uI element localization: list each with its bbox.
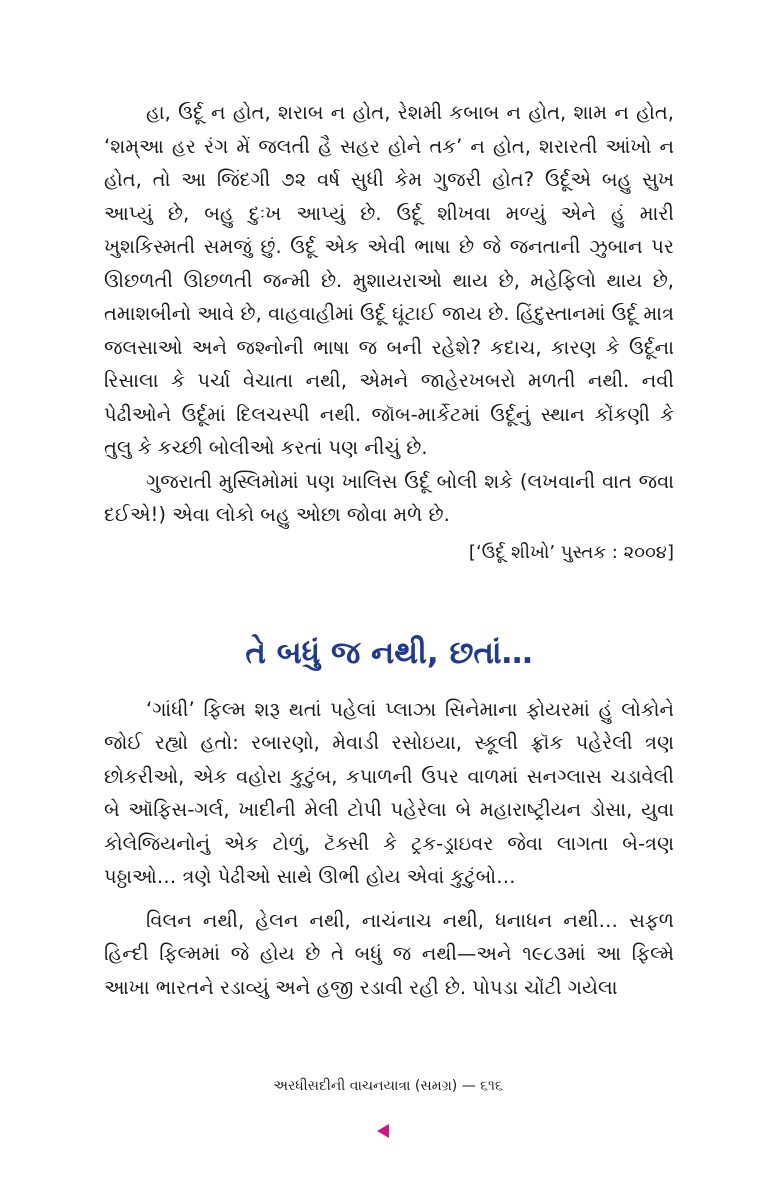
- article1-paragraph-2: ગુજરાતી મુસ્લિમોમાં પણ ખાલિસ ઉર્દૂ બોલી શકે (લખવાની વાત જવા દઈએ!) એવા લોકો બહુ ઓછા જોવા મળે છે.: [104, 469, 674, 526]
- page-footer: અરધીસદીની વાચનયાત્રા (સમગ્ર) — ૬૧૬: [273, 1078, 503, 1094]
- article2-title: તે બધું જ નથી, છતાં…: [245, 634, 533, 671]
- page-body: [104, 96, 674, 1004]
- article1-paragraph-1: હા, ઉર્દૂ ન હોત, શરાબ ન હોત, રેશમી કબાબ ન હોત, શામ ન હોત, ‘શમ્આ હર રંગ મેં જલતી હૈ સહર હોને તક’ ન હોત, શરારતી આંખો ન હોત, તો આ જિંદગી ૭૨ વર્ષ સુધી કેમ ગુજરી હોત? ઉર્દૂએ બહુ સુખ આપ્યું છે, બહુ દુઃખ આપ્યું છે. ઉર્દૂ શીખવા મળ્યું એને હું મારી ખુશકિસ્મતી સમજું છું. ઉર્દૂ એક એવી ભાષા છે જે જનતાની ઝુબાન પર ઊછળતી ઊછળતી જન્મી છે. મુશાયરાઓ થાય છે, મહેફિલો થાય છે, તમાશબીનો આવે છે, વાહવાહીમાં ઉર્દૂ ઘૂંટાઈ જાય છે. હિંદુસ્તાનમાં ઉર્દૂ માત્ર જલસાઓ અને જશ્નોની ભાષા જ બની રહેશે? કદાચ, કારણ કે ઉર્દૂના રિસાલા કે પર્ચા વેચાતા નથી, એમને જાહેરખબરો મળતી નથી. નવી પેઢીઓને ઉર્દૂમાં દિલચસ્પી નથી. જૉબ-માર્કેટમાં ઉર્દૂનું સ્થાન કોંકણી કે તુલુ કે કચ્છી બોલીઓ કરતાં પણ નીચું છે.: [104, 101, 674, 459]
- paragraph-gap: [104, 894, 674, 904]
- article1-citation: [‘ઉર્દૂ શીખો’ પુસ્તક : ૨૦૦૪]: [468, 541, 674, 563]
- previous-page-icon[interactable]: [377, 1124, 389, 1138]
- article2-paragraph-1: ‘ગાંધી’ ફિલ્મ શરૂ થતાં પહેલાં પ્લાઝા સિનેમાના ફોયરમાં હું લોકોને જોઈ રહ્યો હતો: રબારણો, મેવાડી રસોઇયા, સ્કૂલી ફ્રૉક પહેરેલી ત્રણ છોકરીઓ, એક વહોરા કુટુંબ, કપાળની ઉપર વાળમાં સનગ્લાસ ચડાવેલી બે ઑફિસ-ગર્લ, ખાદીની મેલી ટોપી પહેરેલા બે મહારાષ્ટ્રીયન ડોસા, યુવા કોલેજિયનોનું એક ટોળું, ટૅક્સી કે ટ્રક-ડ્રાઇવર જેવા લાગતા બે-ત્રણ પઠ્ઠાઓ… ત્રણે પેઢીઓ સાથે ઊભી હોય એવાં કુટુંબો…: [104, 697, 674, 888]
- article2-paragraph-2: વિલન નથી, હેલન નથી, નાચંનાચ નથી, ધનાધન નથી… સફળ હિન્દી ફિલ્મમાં જે હોય છે તે બધું જ નથી—અને ૧૯૮૩માં આ ફિલ્મે આખા ભારતને રડાવ્યું અને હજી રડાવી રહી છે. પોપડા ચોંટી ગયેલા: [104, 908, 674, 999]
